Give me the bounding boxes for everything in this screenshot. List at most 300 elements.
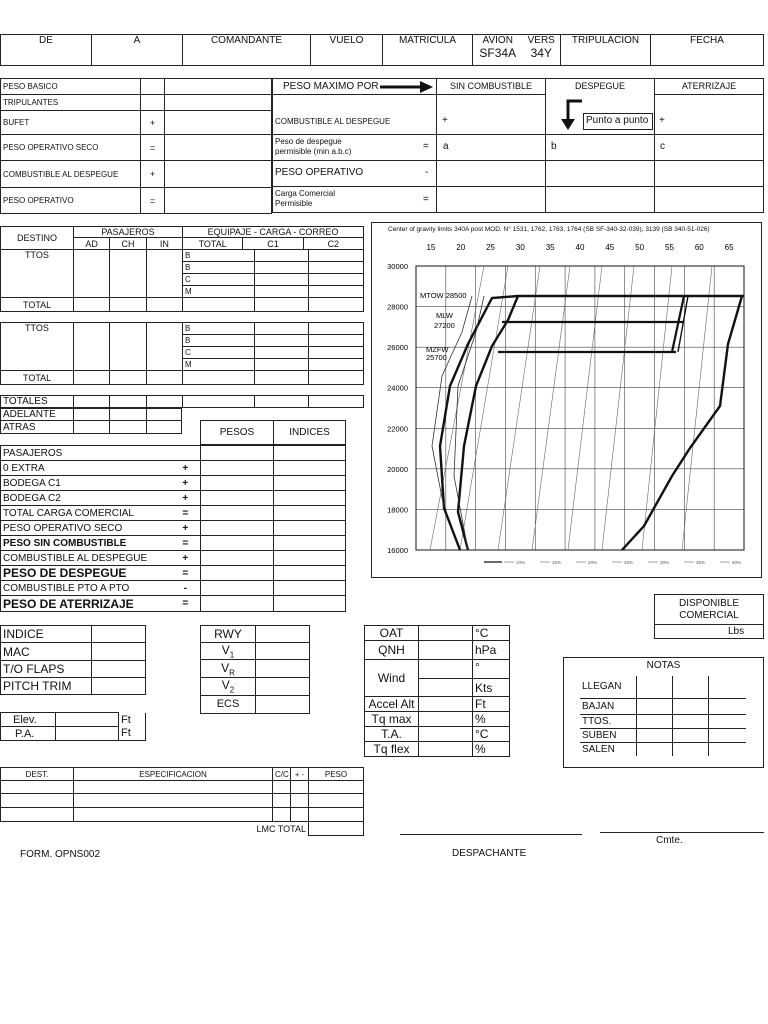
aft-limit-line <box>672 296 684 352</box>
cell[interactable] <box>419 641 473 660</box>
perf-left-table <box>0 625 146 695</box>
x-tick-label: 55 <box>665 243 674 252</box>
cell[interactable] <box>672 698 708 714</box>
summary-label: PESO DE DESPEGUE <box>1 566 171 581</box>
plot-border <box>416 266 744 550</box>
cell[interactable] <box>419 660 473 679</box>
ta-label: T.A. <box>365 727 419 742</box>
cell[interactable] <box>92 678 146 695</box>
cell[interactable] <box>147 298 183 312</box>
cell[interactable] <box>110 421 147 434</box>
y-tick-label: 16000 <box>387 546 408 555</box>
row-op: = <box>141 188 165 214</box>
cell[interactable] <box>309 359 364 371</box>
hold-label: M <box>183 286 255 298</box>
cell[interactable] <box>74 421 110 434</box>
cell[interactable] <box>1 781 74 794</box>
indices-cell[interactable] <box>274 461 346 476</box>
cell[interactable] <box>56 727 119 741</box>
v2-label <box>201 678 256 695</box>
summary-op: + <box>171 551 201 566</box>
cell[interactable] <box>255 274 309 286</box>
cell[interactable] <box>74 396 110 408</box>
summary-op: + <box>171 491 201 506</box>
x-tick-label: 15 <box>426 243 436 252</box>
cg-envelope <box>440 296 744 550</box>
summary-label: TOTAL CARGA COMERCIAL <box>1 506 171 521</box>
cell[interactable] <box>147 409 182 421</box>
divider <box>164 78 165 213</box>
hold-label: C <box>183 347 255 359</box>
cell[interactable] <box>256 660 310 678</box>
pasajeros-header: PASAJEROS <box>74 227 183 238</box>
cell[interactable] <box>419 742 473 757</box>
weights-right-box <box>272 78 764 213</box>
chart-annotation: 25700 <box>426 353 447 362</box>
equipaje-header: EQUIPAJE - CARGA - CORREO <box>183 227 364 238</box>
x-tick-label: 25 <box>486 243 495 252</box>
col-c2: C2 <box>303 238 363 250</box>
cell[interactable] <box>309 335 364 347</box>
cmte-label: Cmte. <box>656 835 683 846</box>
cell[interactable] <box>256 695 310 713</box>
atras-label: ATRAS <box>1 421 74 434</box>
value-cell[interactable] <box>165 79 272 95</box>
y-tick-label: 20000 <box>387 464 408 474</box>
totales-table <box>0 395 364 408</box>
summary-label: BODEGA C1 <box>1 476 171 491</box>
cell[interactable] <box>309 323 364 335</box>
cell[interactable] <box>708 698 746 714</box>
x-tick-label: 50 <box>635 243 645 252</box>
cell[interactable] <box>256 626 310 643</box>
cell[interactable] <box>309 808 364 822</box>
accel-label: Accel Alt <box>365 697 419 712</box>
y-tick-label: 24000 <box>387 383 408 393</box>
index-line <box>498 266 540 550</box>
cell[interactable] <box>273 794 291 808</box>
indices-cell[interactable] <box>274 536 346 551</box>
summary-op: + <box>171 476 201 491</box>
cell[interactable] <box>74 323 110 371</box>
form-id: FORM. OPNS002 <box>20 849 101 860</box>
combustible-al-despegue: COMBUSTIBLE AL DESPEGUE <box>275 117 391 126</box>
cell[interactable] <box>74 250 110 298</box>
cell[interactable] <box>672 714 708 728</box>
lmc-dest: DEST. <box>1 768 74 781</box>
cell[interactable] <box>309 286 364 298</box>
legend-label: 10% <box>516 560 526 565</box>
unit-ft: Ft <box>473 697 510 712</box>
row-op <box>141 95 165 111</box>
indices-cell[interactable] <box>274 476 346 491</box>
lmc-cc: C/C <box>273 768 291 781</box>
cell[interactable] <box>56 713 119 727</box>
cell[interactable] <box>183 298 255 312</box>
cell[interactable] <box>419 697 473 712</box>
pesos-cell[interactable] <box>201 521 274 536</box>
cell[interactable] <box>92 626 146 643</box>
cell[interactable] <box>110 250 147 298</box>
row-label: TRIPULANTES <box>1 95 141 111</box>
notas-row: BAJAN <box>580 698 636 714</box>
cell[interactable] <box>636 714 672 728</box>
row-op: + <box>141 161 165 188</box>
row-label: BUFET <box>1 111 141 135</box>
cell[interactable] <box>74 371 110 385</box>
x-tick-label: 30 <box>515 243 525 252</box>
cell[interactable] <box>255 371 309 385</box>
cell[interactable] <box>672 728 708 742</box>
header-fecha: FECHA <box>651 35 764 66</box>
adelante-label: ADELANTE <box>1 409 74 421</box>
indices-cell[interactable] <box>274 521 346 536</box>
cell[interactable] <box>255 298 309 312</box>
cell[interactable] <box>273 781 291 794</box>
pax-header-table <box>0 226 364 250</box>
cell[interactable] <box>183 396 255 408</box>
destino-header: DESTINO <box>1 227 74 250</box>
pax-block-2 <box>0 322 364 385</box>
header-a: A <box>92 35 183 66</box>
arrow-down-icon <box>556 98 584 132</box>
legend-label: 20% <box>588 560 598 565</box>
value-cell[interactable] <box>165 95 272 111</box>
peso-despegue-l2: permisible (min a.b.c) <box>275 147 352 156</box>
cell[interactable] <box>110 323 147 371</box>
indices-cell[interactable] <box>274 581 346 596</box>
cell[interactable] <box>110 371 147 385</box>
pesos-cell[interactable] <box>201 446 274 461</box>
cell[interactable] <box>147 323 183 371</box>
y-tick-label: 18000 <box>387 505 408 515</box>
divider <box>654 78 655 213</box>
hold-label: C <box>183 274 255 286</box>
header-vers: VERS <box>527 35 555 46</box>
arrow-right-icon <box>378 80 434 94</box>
legend-label: 40% <box>732 560 742 565</box>
cg-chart <box>372 236 762 576</box>
aterrizaje: ATERRIZAJE <box>681 81 737 91</box>
divider <box>272 186 764 187</box>
lmc-pm: + - <box>291 768 309 781</box>
notas-row: SUBEN <box>580 728 636 742</box>
cell[interactable] <box>256 643 310 660</box>
unit-pct: % <box>473 742 510 757</box>
value-cell[interactable] <box>165 161 272 188</box>
sin-combustible: SIN COMBUSTIBLE <box>449 81 532 91</box>
divider <box>272 134 764 135</box>
notas-title: NOTAS <box>646 660 681 671</box>
cg-inner-forward <box>458 296 518 550</box>
header-de: DE <box>1 35 92 66</box>
summary-op: - <box>171 581 201 596</box>
summary-label: 0 EXTRA <box>1 461 171 476</box>
cell[interactable] <box>309 262 364 274</box>
value-cell[interactable] <box>165 135 272 161</box>
label-a: a <box>443 141 449 152</box>
header-avion: AVION <box>482 35 513 46</box>
cell[interactable] <box>309 250 364 262</box>
cell[interactable] <box>110 409 147 421</box>
pesos-cell[interactable] <box>201 566 274 581</box>
cell[interactable] <box>273 808 291 822</box>
cell[interactable] <box>419 712 473 727</box>
v1-label <box>201 643 256 660</box>
cell[interactable] <box>636 676 672 698</box>
legend-label: 25% <box>624 560 634 565</box>
ft-unit: Ft <box>119 727 146 741</box>
index-line <box>642 266 672 550</box>
cell[interactable] <box>256 678 310 695</box>
row-label: PESO BASICO <box>1 79 141 95</box>
comb-plus: + <box>442 115 448 126</box>
summary-op: = <box>171 566 201 581</box>
header-tripulacion: TRIPULACION <box>561 35 651 66</box>
mac-label: MAC <box>1 643 92 661</box>
despachante-label: DESPACHANTE <box>452 848 527 859</box>
cell[interactable] <box>1 808 74 822</box>
header-avion-cell <box>473 35 523 66</box>
pa-label: P.A. <box>1 727 56 741</box>
cell[interactable] <box>672 676 708 698</box>
cell[interactable] <box>147 250 183 298</box>
pesos-cell[interactable] <box>201 461 274 476</box>
cell[interactable] <box>309 781 364 794</box>
oat-label: OAT <box>365 626 419 641</box>
eq-sign-2: = <box>423 194 429 205</box>
header-table <box>0 34 764 66</box>
vr-label <box>201 660 256 678</box>
cell[interactable] <box>147 421 182 434</box>
ttos-label: TTOS <box>1 323 74 371</box>
col-total: TOTAL <box>183 238 243 250</box>
indices-cell[interactable] <box>274 506 346 521</box>
notas-row: LLEGAN <box>580 676 636 698</box>
pitch-trim-label: PITCH TRIM <box>1 678 92 695</box>
header-vuelo: VUELO <box>311 35 383 66</box>
hold-label: B <box>183 262 255 274</box>
x-tick-label: 40 <box>575 243 585 252</box>
pesos-cell[interactable] <box>201 596 274 612</box>
header-vers-cell <box>523 35 561 66</box>
cell[interactable] <box>708 742 746 756</box>
v-sub: R <box>229 668 235 678</box>
summary-op: = <box>171 536 201 551</box>
cell[interactable] <box>92 661 146 678</box>
vers-value: 34Y <box>530 46 552 60</box>
lmc-espec: ESPECIFICACION <box>74 768 273 781</box>
unit-hpa: hPa <box>473 641 510 660</box>
legend-label: 30% <box>660 560 670 565</box>
col-ad: AD <box>74 238 110 250</box>
cell[interactable] <box>74 781 273 794</box>
cell[interactable] <box>309 347 364 359</box>
chart-annotation: MZFW <box>426 345 449 354</box>
wind-label: Wind <box>365 660 419 697</box>
header-comandante: COMANDANTE <box>183 35 311 66</box>
summary-op: = <box>171 596 201 612</box>
cell[interactable] <box>672 742 708 756</box>
header-matricula: MATRICULA <box>383 35 473 66</box>
adelante-atras-table <box>0 408 182 434</box>
chart-annotation: 27200 <box>434 321 455 330</box>
cell[interactable] <box>147 396 183 408</box>
cell[interactable] <box>255 396 309 408</box>
index-line <box>602 266 634 550</box>
summary-label: COMBUSTIBLE AL DESPEGUE <box>1 551 171 566</box>
cell[interactable] <box>92 643 146 661</box>
plus-c: + <box>659 115 665 126</box>
cell[interactable] <box>74 409 110 421</box>
value-cell[interactable] <box>165 111 272 135</box>
cell[interactable] <box>419 626 473 641</box>
tqmax-label: Tq max <box>365 712 419 727</box>
cell[interactable] <box>636 698 672 714</box>
indices-cell[interactable] <box>274 446 346 461</box>
summary-op: = <box>171 506 201 521</box>
indices-cell[interactable] <box>274 596 346 612</box>
hold-label: B <box>183 250 255 262</box>
cell[interactable] <box>309 794 364 808</box>
indice-label: INDICE <box>1 626 92 643</box>
qnh-label: QNH <box>365 641 419 660</box>
summary-op: + <box>171 521 201 536</box>
row-label: COMBUSTIBLE AL DESPEGUE <box>1 161 141 188</box>
pesos-cell[interactable] <box>201 491 274 506</box>
cell[interactable] <box>708 728 746 742</box>
v-sub: 2 <box>229 685 235 695</box>
perf-mid-table <box>200 625 310 714</box>
cell[interactable] <box>255 250 309 262</box>
cell[interactable] <box>255 347 309 359</box>
cell[interactable] <box>419 727 473 742</box>
indices-header: INDICES <box>274 421 346 445</box>
chart-annotation: MTOW 28500 <box>420 291 467 300</box>
disponible-label-2: COMERCIAL <box>679 610 739 621</box>
cell[interactable] <box>147 371 183 385</box>
summary-label: BODEGA C2 <box>1 491 171 506</box>
unit-c: °C <box>473 626 510 641</box>
carga-l1: Carga Comercial <box>275 189 336 198</box>
v-sub: 1 <box>229 650 235 660</box>
pesos-cell[interactable] <box>201 581 274 596</box>
cell[interactable] <box>110 396 147 408</box>
toflaps-label: T/O FLAPS <box>1 661 92 678</box>
row-op: + <box>141 111 165 135</box>
elev-label: Elev. <box>1 713 56 727</box>
cell[interactable] <box>309 371 364 385</box>
notas-table <box>580 676 746 756</box>
cell[interactable] <box>74 298 110 312</box>
cell[interactable] <box>309 298 364 312</box>
lbs-unit: Lbs <box>728 626 745 637</box>
indices-cell[interactable] <box>274 491 346 506</box>
despegue: DESPEGUE <box>574 81 625 91</box>
cell[interactable] <box>419 679 473 697</box>
carga-l2: Permisible <box>275 199 313 208</box>
ecs-label: ECS <box>201 695 256 713</box>
cell[interactable] <box>1 794 74 808</box>
cell[interactable] <box>255 359 309 371</box>
cell[interactable] <box>309 396 364 408</box>
x-tick-label: 20 <box>456 243 466 252</box>
cell[interactable] <box>708 714 746 728</box>
divider <box>545 78 546 213</box>
cell[interactable] <box>291 794 309 808</box>
unit-pct: % <box>473 712 510 727</box>
ttos-label: TTOS <box>1 250 74 298</box>
cell[interactable] <box>309 822 364 836</box>
col-c1: C1 <box>243 238 303 250</box>
hold-label: B <box>183 323 255 335</box>
pesos-cell[interactable] <box>201 476 274 491</box>
pesos-cell[interactable] <box>201 551 274 566</box>
eq-sign: = <box>423 141 429 152</box>
divider <box>272 160 764 161</box>
indices-cell[interactable] <box>274 551 346 566</box>
index-line <box>568 266 602 550</box>
punto-a-punto: Punto a punto <box>583 113 653 130</box>
cell[interactable] <box>255 286 309 298</box>
label-c: c <box>660 141 665 152</box>
summary-label: PASAJEROS <box>1 446 171 461</box>
perf-right-table <box>364 625 510 757</box>
cell[interactable] <box>255 262 309 274</box>
cell[interactable] <box>291 808 309 822</box>
pesos-cell[interactable] <box>201 536 274 551</box>
total-label: TOTAL <box>1 371 74 385</box>
cell[interactable] <box>74 794 273 808</box>
cell[interactable] <box>74 808 273 822</box>
cell[interactable] <box>636 742 672 756</box>
total-label: TOTAL <box>1 298 74 312</box>
divider <box>436 78 437 213</box>
hold-label: B <box>183 335 255 347</box>
label-b: b <box>551 141 557 152</box>
peso-maximo-por: PESO MAXIMO POR <box>283 81 379 92</box>
cell[interactable] <box>183 371 255 385</box>
divider <box>436 94 546 95</box>
pesos-header: PESOS <box>201 421 274 445</box>
cell[interactable] <box>636 728 672 742</box>
cell[interactable] <box>708 676 746 698</box>
tqflex-label: Tq flex <box>365 742 419 757</box>
index-line <box>532 266 570 550</box>
value-cell[interactable] <box>165 188 272 214</box>
cell[interactable] <box>255 335 309 347</box>
legend-label: 35% <box>696 560 706 565</box>
row-op <box>141 79 165 95</box>
cell[interactable] <box>110 298 147 312</box>
index-line <box>682 266 712 550</box>
indices-cell[interactable] <box>274 566 346 581</box>
notas-row: SALEN <box>582 743 615 755</box>
elev-table <box>0 712 146 741</box>
disponible-label-1: DISPONIBLE <box>678 598 740 609</box>
summary-label: PESO SIN COMBUSTIBLE <box>1 536 171 551</box>
y-tick-label: 30000 <box>387 262 408 271</box>
cell[interactable] <box>309 274 364 286</box>
x-tick-label: 45 <box>605 243 615 252</box>
pesos-cell[interactable] <box>201 506 274 521</box>
cell[interactable] <box>255 323 309 335</box>
divider <box>654 94 764 95</box>
cell[interactable] <box>291 781 309 794</box>
x-tick-label: 60 <box>694 243 704 252</box>
legend-label: 15% <box>552 560 562 565</box>
pax-block-1 <box>0 249 364 312</box>
